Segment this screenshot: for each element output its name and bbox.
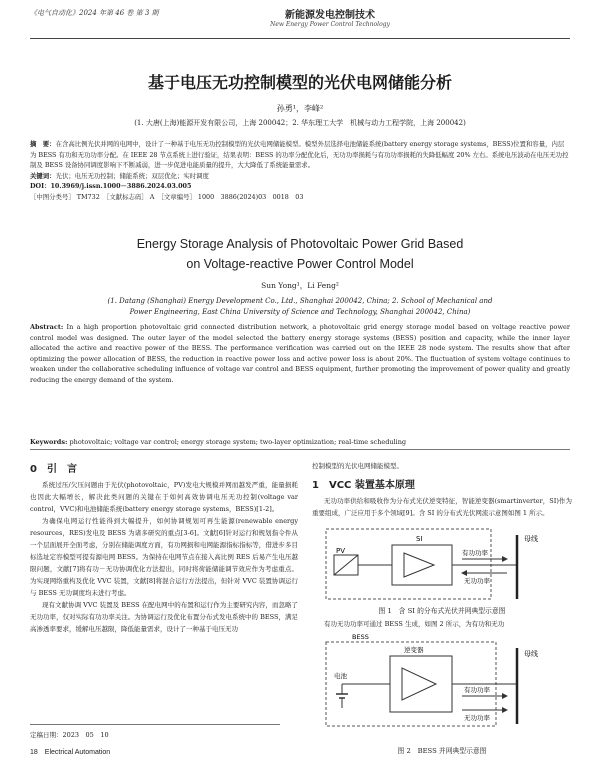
left-column [30, 460, 298, 635]
right-column [312, 460, 572, 730]
section-0-paragraph-3: 现有文献协调 VVC 装置及 BESS 在配电网中的布置和运行作为主要研究内容，而忽略了无功功率，仅对实际有功功率关注。为协调运行及优化布置分布式发电系统中的 BESS，满足高渗透率要求，缓解电压越限，降低能量需求，设计了一种基于电压无功 [30, 601, 298, 633]
header-divider [30, 38, 570, 39]
bess-inverter-box [390, 656, 452, 712]
bess-inverter-symbol [402, 668, 436, 700]
right-intro: 控制模型的光伏电网储能模型。 [312, 462, 403, 470]
reactive-power-label: 无功功率 [464, 577, 490, 585]
figure-2-diagram [312, 630, 572, 730]
abstract-en-label: Abstract: [30, 323, 64, 331]
inverter-label: 逆变器 [404, 646, 424, 654]
section-1-heading: 1 VCC 装置基本原理 [312, 480, 415, 491]
figure-1-frame [326, 529, 491, 599]
paper-title-en-line1: Energy Storage Analysis of Photovoltaic Power Grid Based [136, 237, 464, 251]
pv-panel-diagonal [334, 555, 358, 575]
section-1-paragraph-1: 无功功率供给和吸收作为分布式光伏逆变特征，智能逆变器(smartinverter，SI)作为重要组成，广泛应用于多个领域[9]。含 SI 的分布式光伏网流示意图如图 1 所示。 [312, 497, 572, 517]
affiliations-zh: (1. 大唐(上海)能源开发有限公司，上海 200042；2. 华东理工大学 机械与动力工程学院，上海 200042) [134, 119, 466, 127]
bess-reactive-power-label: 无功功率 [464, 714, 490, 722]
keywords-en [30, 438, 570, 446]
authors-en: Sun Yong¹，Li Feng² [261, 281, 339, 290]
battery-label: 电池 [334, 672, 347, 680]
keywords-zh [30, 171, 570, 182]
keywords-en-label: Keywords: [30, 438, 68, 446]
active-power-label: 有功功率 [462, 549, 488, 557]
figure-2-caption: 图 2 BESS 并网典型示意图 [397, 747, 487, 755]
grid-label: 母线 [524, 535, 538, 543]
bess-active-power-label: 有功功率 [464, 686, 490, 694]
abstract-divider [30, 449, 570, 450]
abstract-en-text: In a high proportion photovoltaic grid connected distribution network, a photovoltaic grid energy storage model based on voltage reactive power control model was designed. The outer layer of the model selected the battery energy storage systems (BESS) position and capacity, while the inner layer allocated the active and reactive power of the BESS. The performance verification was carried out on the IEEE 28 node system. The results show that after optimizing the power allocation of BESS, the reduction in reactive power loss and active power loss is about 20%. The fluctuation of system voltage continues to weaken under the collaborative scheduling influence of voltage var control and BESS equipment, further promoting the improvement of power quality and greatly reducing the energy demand of the system. [30, 323, 570, 384]
affiliations-en [30, 296, 570, 317]
abstract-zh [30, 139, 570, 171]
keywords-zh-label: 关键词： [30, 171, 56, 180]
section-0-heading: 0 引 言 [30, 464, 77, 475]
keywords-en-text: photovoltaic; voltage var control; energy storage system; two-layer optimization; real-time scheduling [69, 438, 407, 446]
figure-1-diagram [312, 521, 572, 605]
affiliations-en-line2: Power Engineering, East China University of Science and Technology, Shanghai 200042, China) [129, 307, 471, 316]
abstract-zh-label: 摘 要： [30, 140, 56, 148]
keywords-zh-text: 光伏；电压无功控制；储能系统；双层优化；实时调度 [55, 171, 209, 180]
figure-1-caption: 图 1 含 SI 的分布式光伏并网典型示意图 [378, 607, 506, 615]
authors-zh: 孙勇¹，李峰² [276, 104, 324, 113]
section-0-paragraph-2: 为确保电网运行性能得到大幅提升，如何协调规划可再生能源(renewable energy resources，RES)发电及 BESS 为诸多研究的重点[3-6]。文献[6]针对运行和规划指令件从一个层面展开全面考虑，分别在储能调度方面，有功网损和电网能源指标指标等，借进步多目标选址定容模型可提有源电网 BESS。为保持在电网节点在接入高比例 RES 后易产生电压越限问题，文献[7]将有功－无功协调优化方法提出，同时将荷能储能调节效应作为考虑重点。为实现网络重构及优化 VVC 装置，文献[8]将混合运行方法提出，但针对 VVC 装置协调运行与 BESS 无功调度均未进行考虑。 [30, 517, 298, 597]
journal-issue: 《电气自动化》2024 年第 46 卷 第 3 期 [30, 9, 159, 17]
page-footer: 18 Electrical Automation [30, 749, 111, 756]
abstract-zh-text: 在含高比例光伏并网的电网中，设计了一种基于电压无功控制模型的光伏电网储能模型。模型外层选择电池储能系统(battery energy storage systems，BESS)位置和容量，内层为 BESS 有功和无功功率分配。在 IEEE 28 节点系统上进行验证，结果表明：BESS 的功率分配优化后，无功功率损耗与有功功率损耗的失降低幅度 20% 左右。系统电压波动在电压无功控制及 BESS 设备协同调度影响下不断减弱，进一步促进电能质量的提升，大大降低了系统能量需求。 [30, 140, 569, 170]
section-1-paragraph-2: 有功无功功率可通过 BESS 生成，如图 2 所示，为有功和无功 [324, 620, 505, 628]
paper-title-zh: 基于电压无功控制模型的光伏电网储能分析 [147, 73, 452, 92]
paper-title-en [30, 234, 570, 274]
affiliations-en-line1: (1. Datang (Shanghai) Energy Development Co., Ltd., Shanghai 200042, China; 2. School of Mechanical and [107, 297, 493, 305]
inverter-symbol [404, 553, 434, 577]
abstract-en [30, 322, 570, 386]
column-title-en: New Energy Power Control Technology [270, 21, 390, 28]
classification: ［中图分类号］ TM732 ［文献标志码］ A ［文章编号］ 1000 3886(2024)03 0018 03 [30, 192, 304, 201]
received-date: 定稿日期：2023 05 10 [30, 731, 109, 739]
si-label: SI [416, 535, 423, 543]
footnote-divider [30, 724, 280, 725]
section-0-paragraph-1: 系统过压/欠压问题由于光伏(photovoltaic，PV)发电大规模并网而越发严重，能量损耗也因此大幅增长，解决此类问题的关键在于如何高效协调电压无功控制(voltage var control，VVC)和电池储能系统(battery energy storage systems，BESS)[1-2]。 [30, 481, 298, 513]
bess-grid-label: 母线 [524, 650, 538, 658]
paper-title-en-line2: on Voltage-reactive Power Control Model [186, 257, 414, 271]
abstract-block-zh [30, 139, 570, 203]
si-inverter-box [392, 545, 452, 585]
column-title-zh: 新能源发电控制技术 [285, 10, 375, 21]
pv-label: PV [336, 547, 346, 555]
bess-label: BESS [352, 633, 369, 641]
column-header [245, 6, 415, 28]
doi: DOI：10.3969/j.issn.1000－3886.2024.03.005 [30, 182, 192, 191]
